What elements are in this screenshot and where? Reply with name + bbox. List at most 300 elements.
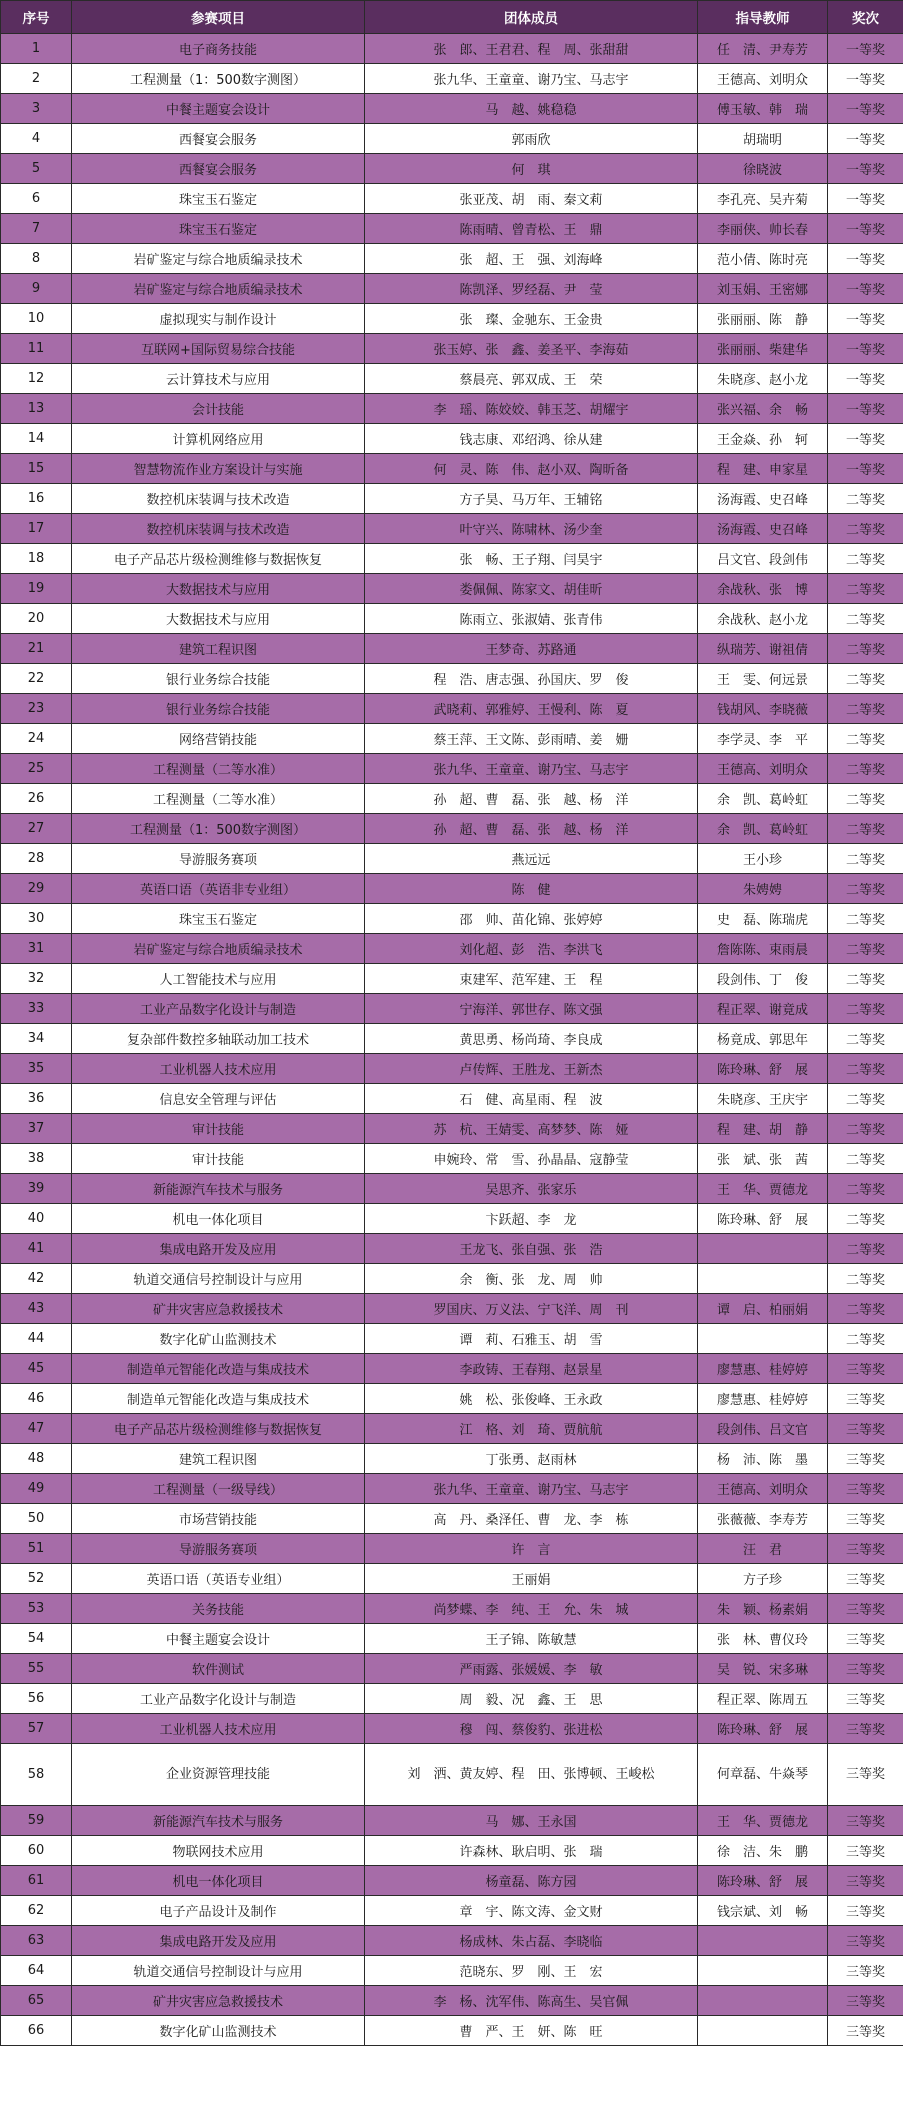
advisors: 余战秋、张 博: [698, 574, 828, 604]
project-name: 建筑工程识图: [72, 1444, 365, 1474]
project-name: 岩矿鉴定与综合地质编录技术: [72, 934, 365, 964]
table-row: [1, 34, 903, 64]
advisors: 纵瑞芳、谢祖倩: [698, 634, 828, 664]
project-name: 关务技能: [72, 1594, 365, 1624]
team-members: 江 格、刘 琦、贾航航: [365, 1414, 698, 1444]
table-row: [1, 844, 903, 874]
advisors: 程 建、申家星: [698, 454, 828, 484]
project-name: 珠宝玉石鉴定: [72, 214, 365, 244]
team-members: 张 郎、王君君、程 周、张甜甜: [365, 34, 698, 64]
award-level: 二等奖: [828, 1234, 903, 1264]
advisors: 陈玲琳、舒 展: [698, 1054, 828, 1084]
header-advisors: 指导教师: [698, 1, 828, 34]
advisors: 王 华、贾德龙: [698, 1174, 828, 1204]
project-name: 工业机器人技术应用: [72, 1054, 365, 1084]
award-level: 二等奖: [828, 814, 903, 844]
award-level: 三等奖: [828, 1684, 903, 1714]
row-number: 36: [1, 1084, 72, 1114]
project-name: 英语口语（英语专业组）: [72, 1564, 365, 1594]
award-level: 一等奖: [828, 34, 903, 64]
row-number: 30: [1, 904, 72, 934]
project-name: 会计技能: [72, 394, 365, 424]
team-members: 李政铸、王春翔、赵景星: [365, 1354, 698, 1384]
advisors: 范小倩、陈时亮: [698, 244, 828, 274]
table-row: [1, 1354, 903, 1384]
table-row: [1, 604, 903, 634]
project-name: 工程测量（1：500数字测图）: [72, 64, 365, 94]
row-number: 58: [1, 1744, 72, 1806]
table-row: [1, 544, 903, 574]
advisors: 汪 君: [698, 1534, 828, 1564]
row-number: 28: [1, 844, 72, 874]
team-members: 燕远远: [365, 844, 698, 874]
advisors: 张薇薇、李寿芳: [698, 1504, 828, 1534]
project-name: 珠宝玉石鉴定: [72, 184, 365, 214]
project-name: 轨道交通信号控制设计与应用: [72, 1264, 365, 1294]
team-members: 石 健、高星雨、程 波: [365, 1084, 698, 1114]
project-name: 岩矿鉴定与综合地质编录技术: [72, 274, 365, 304]
advisors: 王 雯、何远景: [698, 664, 828, 694]
award-level: 二等奖: [828, 754, 903, 784]
table-row: [1, 94, 903, 124]
project-name: 工业机器人技术应用: [72, 1714, 365, 1744]
row-number: 31: [1, 934, 72, 964]
table-row: [1, 1204, 903, 1234]
table-row: [1, 1444, 903, 1474]
project-name: 电子产品设计及制作: [72, 1896, 365, 1926]
project-name: 复杂部件数控多轴联动加工技术: [72, 1024, 365, 1054]
table-row: [1, 454, 903, 484]
table-row: [1, 1054, 903, 1084]
table-row: [1, 1384, 903, 1414]
team-members: 黄思勇、杨尚琦、李良成: [365, 1024, 698, 1054]
row-number: 4: [1, 124, 72, 154]
project-name: 工程测量（二等水准）: [72, 784, 365, 814]
table-row: [1, 1594, 903, 1624]
team-members: 张 超、王 强、刘海峰: [365, 244, 698, 274]
row-number: 2: [1, 64, 72, 94]
table-row: [1, 514, 903, 544]
row-number: 15: [1, 454, 72, 484]
award-level: 二等奖: [828, 664, 903, 694]
project-name: 新能源汽车技术与服务: [72, 1806, 365, 1836]
row-number: 5: [1, 154, 72, 184]
team-members: 许森林、耿启明、张 瑞: [365, 1836, 698, 1866]
award-level: 三等奖: [828, 2016, 903, 2046]
team-members: 马 越、姚稳稳: [365, 94, 698, 124]
table-row: [1, 1024, 903, 1054]
project-name: 制造单元智能化改造与集成技术: [72, 1384, 365, 1414]
team-members: 宁海洋、郭世存、陈文强: [365, 994, 698, 1024]
table-row: [1, 1294, 903, 1324]
advisors: 程正翠、谢竟成: [698, 994, 828, 1024]
project-name: 智慧物流作业方案设计与实施: [72, 454, 365, 484]
team-members: 王丽娟: [365, 1564, 698, 1594]
row-number: 49: [1, 1474, 72, 1504]
project-name: 工程测量（1：500数字测图）: [72, 814, 365, 844]
row-number: 59: [1, 1806, 72, 1836]
row-number: 65: [1, 1986, 72, 2016]
award-level: 二等奖: [828, 964, 903, 994]
award-level: 一等奖: [828, 64, 903, 94]
table-row: [1, 1414, 903, 1444]
team-members: 姚 松、张俊峰、王永政: [365, 1384, 698, 1414]
award-level: 二等奖: [828, 724, 903, 754]
table-row: [1, 664, 903, 694]
row-number: 54: [1, 1624, 72, 1654]
header-team-members: 团体成员: [365, 1, 698, 34]
award-level: 一等奖: [828, 124, 903, 154]
advisors: 廖慧惠、桂婷婷: [698, 1354, 828, 1384]
team-members: 谭 莉、石雅玉、胡 雪: [365, 1324, 698, 1354]
project-name: 矿井灾害应急救援技术: [72, 1294, 365, 1324]
award-level: 二等奖: [828, 934, 903, 964]
project-name: 工程测量（二等水准）: [72, 754, 365, 784]
team-members: 张 璨、金驰东、王金贵: [365, 304, 698, 334]
award-level: 三等奖: [828, 1836, 903, 1866]
team-members: 杨成林、朱占磊、李晓临: [365, 1926, 698, 1956]
award-level: 三等奖: [828, 1444, 903, 1474]
advisors: 张兴福、余 畅: [698, 394, 828, 424]
project-name: 新能源汽车技术与服务: [72, 1174, 365, 1204]
advisors: 段剑伟、吕文官: [698, 1414, 828, 1444]
award-level: 二等奖: [828, 1264, 903, 1294]
row-number: 38: [1, 1144, 72, 1174]
project-name: 信息安全管理与评估: [72, 1084, 365, 1114]
award-level: 一等奖: [828, 154, 903, 184]
award-level: 二等奖: [828, 994, 903, 1024]
table-row: [1, 154, 903, 184]
table-row: [1, 634, 903, 664]
table-row: [1, 1324, 903, 1354]
row-number: 24: [1, 724, 72, 754]
advisors: 陈玲琳、舒 展: [698, 1866, 828, 1896]
team-members: 邵 帅、苗化锦、张婷婷: [365, 904, 698, 934]
table-row: [1, 1866, 903, 1896]
row-number: 62: [1, 1896, 72, 1926]
row-number: 37: [1, 1114, 72, 1144]
project-name: 数字化矿山监测技术: [72, 2016, 365, 2046]
award-level: 二等奖: [828, 634, 903, 664]
row-number: 43: [1, 1294, 72, 1324]
project-name: 大数据技术与应用: [72, 574, 365, 604]
project-name: 互联网+国际贸易综合技能: [72, 334, 365, 364]
award-level: 二等奖: [828, 1144, 903, 1174]
team-members: 许 言: [365, 1534, 698, 1564]
project-name: 西餐宴会服务: [72, 154, 365, 184]
award-level: 三等奖: [828, 1956, 903, 1986]
advisors: 王德高、刘明众: [698, 754, 828, 784]
award-level: 二等奖: [828, 1114, 903, 1144]
team-members: 尚梦蝶、李 纯、王 允、朱 城: [365, 1594, 698, 1624]
award-level: 三等奖: [828, 1564, 903, 1594]
advisors: [698, 1234, 828, 1264]
advisors: [698, 1986, 828, 2016]
team-members: 曹 严、王 妍、陈 旺: [365, 2016, 698, 2046]
advisors: 方子珍: [698, 1564, 828, 1594]
advisors: 杨 沛、陈 墨: [698, 1444, 828, 1474]
row-number: 8: [1, 244, 72, 274]
award-level: 一等奖: [828, 274, 903, 304]
award-level: 三等奖: [828, 1474, 903, 1504]
advisors: 李学灵、李 平: [698, 724, 828, 754]
project-name: 集成电路开发及应用: [72, 1926, 365, 1956]
advisors: 徐晓波: [698, 154, 828, 184]
table-row: [1, 1896, 903, 1926]
advisors: 钱宗斌、刘 畅: [698, 1896, 828, 1926]
advisors: 杨竟成、郭思年: [698, 1024, 828, 1054]
award-level: 二等奖: [828, 1084, 903, 1114]
row-number: 27: [1, 814, 72, 844]
row-number: 39: [1, 1174, 72, 1204]
row-number: 57: [1, 1714, 72, 1744]
advisors: 段剑伟、丁 俊: [698, 964, 828, 994]
advisors: 詹陈陈、束雨晨: [698, 934, 828, 964]
team-members: 苏 杭、王婧雯、高梦梦、陈 娅: [365, 1114, 698, 1144]
advisors: 张 斌、张 茜: [698, 1144, 828, 1174]
team-members: 陈雨晴、曾青松、王 鼎: [365, 214, 698, 244]
team-members: 陈 健: [365, 874, 698, 904]
row-number: 20: [1, 604, 72, 634]
project-name: 矿井灾害应急救援技术: [72, 1986, 365, 2016]
award-level: 三等奖: [828, 1714, 903, 1744]
award-level: 三等奖: [828, 1986, 903, 2016]
table-row: [1, 724, 903, 754]
row-number: 25: [1, 754, 72, 784]
award-level: 二等奖: [828, 604, 903, 634]
project-name: 机电一体化项目: [72, 1204, 365, 1234]
team-members: 蔡晨亮、郭双成、王 荣: [365, 364, 698, 394]
advisors: 朱晓彦、赵小龙: [698, 364, 828, 394]
award-level: 一等奖: [828, 94, 903, 124]
award-level: 二等奖: [828, 1204, 903, 1234]
team-members: 何 琪: [365, 154, 698, 184]
row-number: 1: [1, 34, 72, 64]
advisors: 李孔亮、吴卉菊: [698, 184, 828, 214]
row-number: 16: [1, 484, 72, 514]
row-number: 66: [1, 2016, 72, 2046]
project-name: 工程测量（一级导线）: [72, 1474, 365, 1504]
advisors: 程正翠、陈周五: [698, 1684, 828, 1714]
team-members: 王梦奇、苏路通: [365, 634, 698, 664]
project-name: 云计算技术与应用: [72, 364, 365, 394]
row-number: 35: [1, 1054, 72, 1084]
advisors: 谭 启、柏丽娟: [698, 1294, 828, 1324]
project-name: 导游服务赛项: [72, 1534, 365, 1564]
table-row: [1, 994, 903, 1024]
table-row: [1, 754, 903, 784]
team-members: 刘 洒、黄友婷、程 田、张博顿、王峻松: [365, 1744, 698, 1806]
project-name: 中餐主题宴会设计: [72, 1624, 365, 1654]
team-members: 武晓莉、郭雅婷、王慢利、陈 夏: [365, 694, 698, 724]
row-number: 56: [1, 1684, 72, 1714]
team-members: 申婉玲、常 雪、孙晶晶、寇静莹: [365, 1144, 698, 1174]
row-number: 52: [1, 1564, 72, 1594]
table-row: [1, 694, 903, 724]
advisors: 钱胡风、李晓薇: [698, 694, 828, 724]
project-name: 西餐宴会服务: [72, 124, 365, 154]
table-row: [1, 2016, 903, 2046]
award-level: 二等奖: [828, 694, 903, 724]
row-number: 46: [1, 1384, 72, 1414]
project-name: 工业产品数字化设计与制造: [72, 1684, 365, 1714]
table-row: [1, 1474, 903, 1504]
team-members: 王子锦、陈敏慧: [365, 1624, 698, 1654]
advisors: 余战秋、赵小龙: [698, 604, 828, 634]
table-row: [1, 64, 903, 94]
project-name: 数控机床装调与技术改造: [72, 484, 365, 514]
project-name: 银行业务综合技能: [72, 694, 365, 724]
award-level: 二等奖: [828, 1054, 903, 1084]
advisors: 何章磊、牛焱琴: [698, 1744, 828, 1806]
row-number: 32: [1, 964, 72, 994]
team-members: 陈雨立、张淑婧、张青伟: [365, 604, 698, 634]
advisors: 汤海霞、史召峰: [698, 514, 828, 544]
award-level: 三等奖: [828, 1806, 903, 1836]
project-name: 英语口语（英语非专业组）: [72, 874, 365, 904]
row-number: 45: [1, 1354, 72, 1384]
project-name: 大数据技术与应用: [72, 604, 365, 634]
award-level: 三等奖: [828, 1926, 903, 1956]
team-members: 张亚茂、胡 雨、秦文莉: [365, 184, 698, 214]
advisors: 张丽丽、柴建华: [698, 334, 828, 364]
award-level: 三等奖: [828, 1594, 903, 1624]
project-name: 企业资源管理技能: [72, 1744, 365, 1806]
project-name: 数字化矿山监测技术: [72, 1324, 365, 1354]
advisors: 朱晓彦、王庆宇: [698, 1084, 828, 1114]
award-level: 一等奖: [828, 364, 903, 394]
team-members: 王龙飞、张自强、张 浩: [365, 1234, 698, 1264]
award-level: 三等奖: [828, 1384, 903, 1414]
project-name: 集成电路开发及应用: [72, 1234, 365, 1264]
team-members: 刘化超、彭 浩、李洪飞: [365, 934, 698, 964]
award-level: 三等奖: [828, 1504, 903, 1534]
project-name: 电子商务技能: [72, 34, 365, 64]
award-level: 二等奖: [828, 1174, 903, 1204]
team-members: 卞跃超、李 龙: [365, 1204, 698, 1234]
advisors: 王 华、贾德龙: [698, 1806, 828, 1836]
team-members: 高 丹、桑泽任、曹 龙、李 栋: [365, 1504, 698, 1534]
header-award: 奖次: [828, 1, 903, 34]
award-level: 一等奖: [828, 454, 903, 484]
project-name: 物联网技术应用: [72, 1836, 365, 1866]
project-name: 数控机床装调与技术改造: [72, 514, 365, 544]
award-level: 三等奖: [828, 1624, 903, 1654]
award-level: 二等奖: [828, 874, 903, 904]
team-members: 余 衡、张 龙、周 帅: [365, 1264, 698, 1294]
project-name: 银行业务综合技能: [72, 664, 365, 694]
table-row: [1, 1714, 903, 1744]
award-level: 二等奖: [828, 574, 903, 604]
table-row: [1, 274, 903, 304]
advisors: 吕文官、段剑伟: [698, 544, 828, 574]
row-number: 44: [1, 1324, 72, 1354]
team-members: 杨童磊、陈方园: [365, 1866, 698, 1896]
table-row: [1, 1504, 903, 1534]
project-name: 软件测试: [72, 1654, 365, 1684]
table-row: [1, 1654, 903, 1684]
award-level: 二等奖: [828, 1294, 903, 1324]
advisors: [698, 1264, 828, 1294]
team-members: 范晓东、罗 刚、王 宏: [365, 1956, 698, 1986]
table-row: [1, 184, 903, 214]
row-number: 21: [1, 634, 72, 664]
award-level: 一等奖: [828, 424, 903, 454]
project-name: 虚拟现实与制作设计: [72, 304, 365, 334]
advisors: 王德高、刘明众: [698, 64, 828, 94]
table-row: [1, 1744, 903, 1806]
advisors: 刘玉娟、王密娜: [698, 274, 828, 304]
project-name: 机电一体化项目: [72, 1866, 365, 1896]
award-level: 二等奖: [828, 844, 903, 874]
table-row: [1, 784, 903, 814]
row-number: 47: [1, 1414, 72, 1444]
advisors: 王金焱、孙 轲: [698, 424, 828, 454]
project-name: 市场营销技能: [72, 1504, 365, 1534]
project-name: 网络营销技能: [72, 724, 365, 754]
row-number: 55: [1, 1654, 72, 1684]
award-level: 三等奖: [828, 1896, 903, 1926]
team-members: 孙 超、曹 磊、张 越、杨 洋: [365, 784, 698, 814]
advisors: 王德高、刘明众: [698, 1474, 828, 1504]
team-members: 束建军、范军建、王 程: [365, 964, 698, 994]
advisors: 史 磊、陈瑞虎: [698, 904, 828, 934]
row-number: 48: [1, 1444, 72, 1474]
table-row: [1, 1534, 903, 1564]
award-level: 二等奖: [828, 1324, 903, 1354]
table-row: [1, 934, 903, 964]
row-number: 11: [1, 334, 72, 364]
table-row: [1, 304, 903, 334]
advisors: 任 清、尹寿芳: [698, 34, 828, 64]
advisors: 李丽侠、帅长春: [698, 214, 828, 244]
team-members: 张九华、王童童、谢乃宝、马志宇: [365, 64, 698, 94]
team-members: 陈凯泽、罗经磊、尹 莹: [365, 274, 698, 304]
advisors: [698, 1926, 828, 1956]
project-name: 导游服务赛项: [72, 844, 365, 874]
team-members: 丁张勇、赵雨林: [365, 1444, 698, 1474]
table-row: [1, 1684, 903, 1714]
award-level: 二等奖: [828, 484, 903, 514]
table-row: [1, 1174, 903, 1204]
header-project: 参赛项目: [72, 1, 365, 34]
award-level: 二等奖: [828, 784, 903, 814]
project-name: 中餐主题宴会设计: [72, 94, 365, 124]
row-number: 22: [1, 664, 72, 694]
table-row: [1, 1926, 903, 1956]
team-members: 钱志康、邓绍鸿、徐从建: [365, 424, 698, 454]
team-members: 张玉婷、张 鑫、姜圣平、李海茹: [365, 334, 698, 364]
team-members: 穆 闯、蔡俊豹、张进松: [365, 1714, 698, 1744]
team-members: 娄佩佩、陈家文、胡佳昕: [365, 574, 698, 604]
table-row: [1, 814, 903, 844]
award-level: 二等奖: [828, 1024, 903, 1054]
row-number: 12: [1, 364, 72, 394]
row-number: 41: [1, 1234, 72, 1264]
team-members: 张九华、王童童、谢乃宝、马志宇: [365, 1474, 698, 1504]
table-row: [1, 1806, 903, 1836]
advisors: 汤海霞、史召峰: [698, 484, 828, 514]
row-number: 9: [1, 274, 72, 304]
project-name: 电子产品芯片级检测维修与数据恢复: [72, 1414, 365, 1444]
advisors: 余 凯、葛岭虹: [698, 784, 828, 814]
table-row: [1, 1836, 903, 1866]
header-number: 序号: [1, 1, 72, 34]
team-members: 程 浩、唐志强、孙国庆、罗 俊: [365, 664, 698, 694]
table-row: [1, 214, 903, 244]
award-level: 二等奖: [828, 904, 903, 934]
table-row: [1, 1084, 903, 1114]
